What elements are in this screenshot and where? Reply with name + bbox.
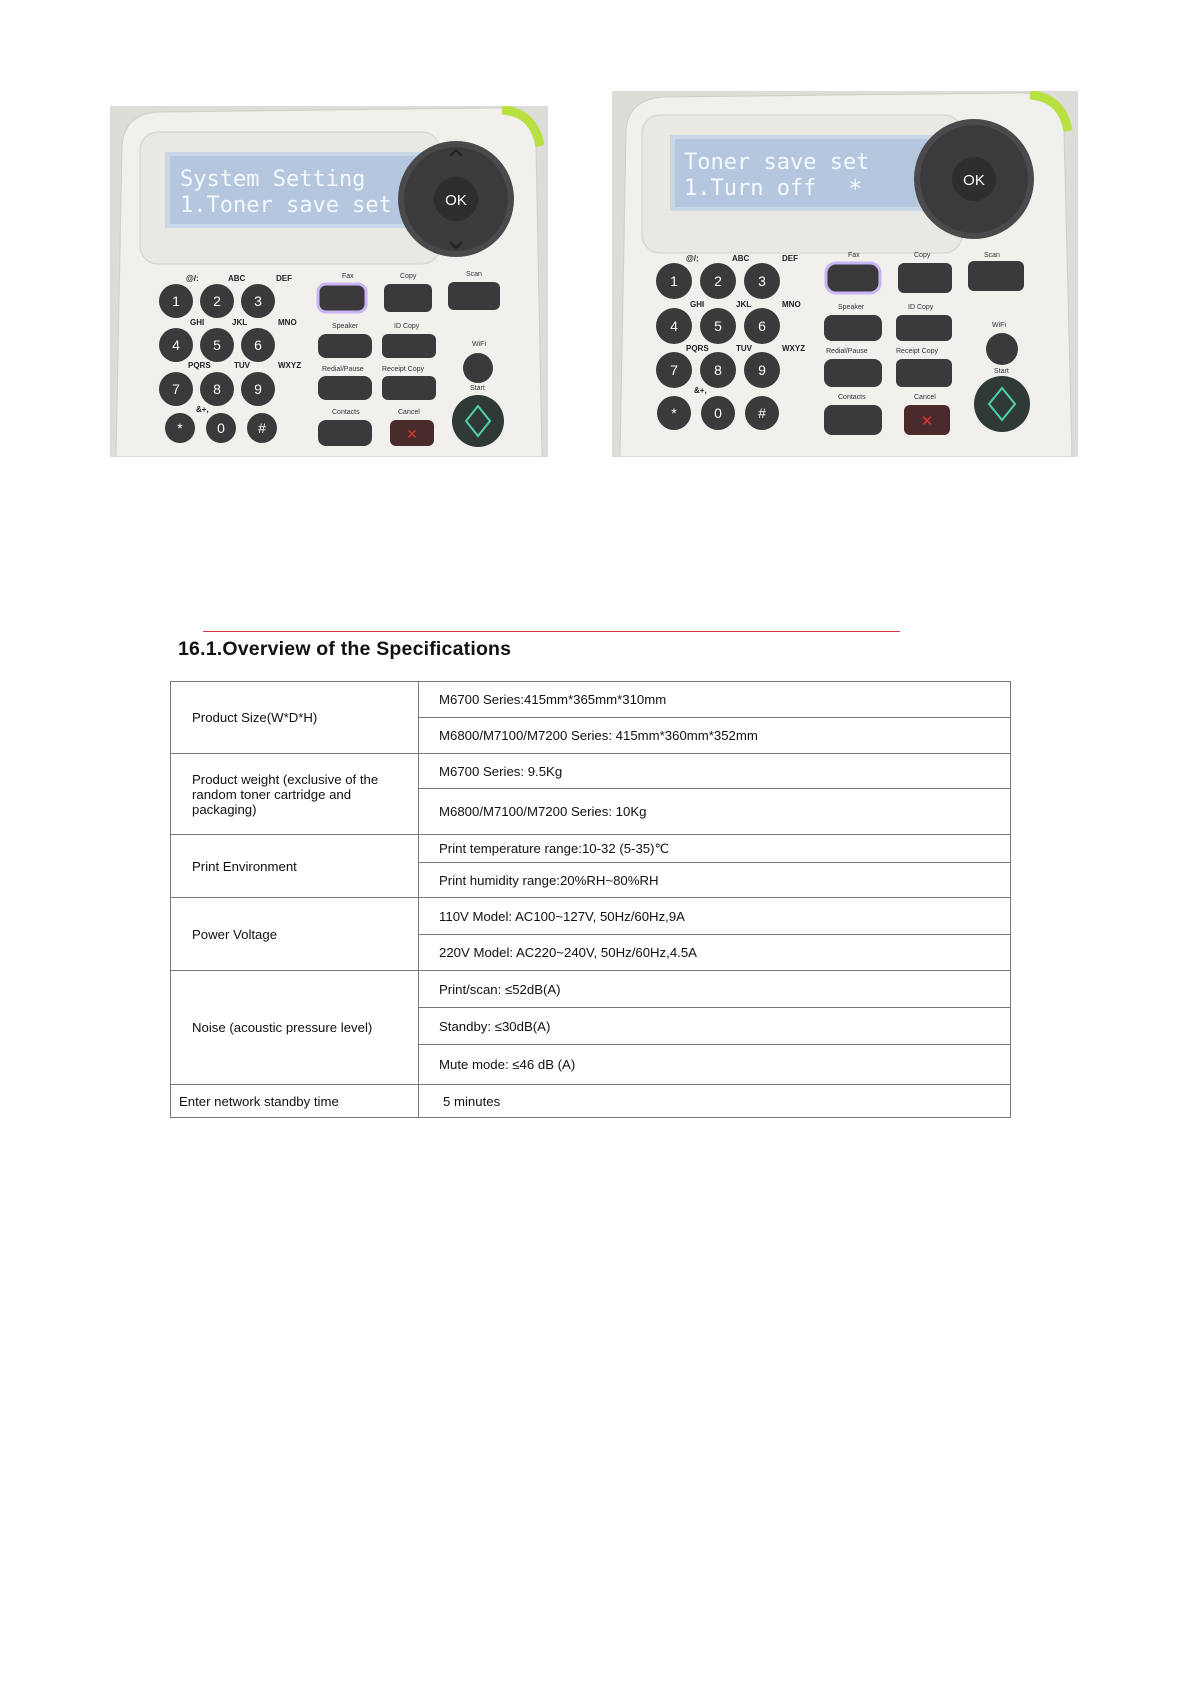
svg-text:JKL: JKL (232, 318, 248, 327)
contacts-button[interactable] (824, 405, 882, 435)
svg-text:7: 7 (172, 381, 180, 397)
svg-text:3: 3 (758, 273, 766, 289)
weight-value-2: M6800/M7100/M7200 Series: 10Kg (419, 789, 1011, 835)
ok-button[interactable]: OK (963, 172, 985, 189)
start-button[interactable] (974, 376, 1030, 432)
svg-text:MNO: MNO (278, 318, 297, 327)
svg-text:5: 5 (714, 318, 722, 334)
svg-text:✕: ✕ (406, 426, 418, 442)
environment-value-2: Print humidity range:20%RH~80%RH (419, 863, 1011, 898)
svg-text:@/:: @/: (186, 274, 199, 283)
svg-text:DEF: DEF (276, 274, 292, 283)
start-label: Start (470, 385, 485, 392)
section-title: 16.1.Overview of the Specifications (178, 638, 512, 660)
wifi-button[interactable] (463, 353, 493, 383)
contacts-label: Contacts (838, 394, 866, 401)
lcd-line-1: Toner save set (684, 150, 870, 175)
environment-label: Print Environment (171, 835, 419, 898)
fax-label: Fax (848, 252, 860, 259)
cancel-label: Cancel (398, 409, 420, 416)
power-label: Power Voltage (171, 898, 419, 971)
lcd-line-1: System Setting (180, 167, 366, 192)
svg-text:*: * (177, 420, 183, 436)
size-label: Product Size(W*D*H) (171, 682, 419, 754)
standby-label: Enter network standby time (171, 1085, 419, 1118)
svg-text:&+,: &+, (694, 386, 707, 395)
svg-text:ABC: ABC (732, 254, 750, 263)
scan-label: Scan (466, 271, 482, 278)
svg-text:TUV: TUV (736, 344, 752, 353)
svg-text:7: 7 (670, 362, 678, 378)
noise-label: Noise (acoustic pressure level) (171, 971, 419, 1085)
svg-text:WXYZ: WXYZ (782, 344, 806, 353)
specifications-table (170, 681, 1011, 1118)
table-row (171, 754, 1011, 789)
contacts-label: Contacts (332, 409, 360, 416)
svg-text:4: 4 (172, 337, 180, 353)
svg-text:1: 1 (670, 273, 678, 289)
svg-text:PQRS: PQRS (188, 361, 211, 370)
lcd-line-2: 1.Turn off (684, 176, 817, 201)
svg-text:TUV: TUV (234, 361, 250, 370)
svg-text:0: 0 (217, 420, 225, 436)
section-rule (203, 631, 900, 632)
svg-text:1: 1 (172, 293, 180, 309)
wifi-label: WiFi (472, 341, 486, 348)
svg-text:0: 0 (714, 405, 722, 421)
environment-value-1: Print temperature range:10-32 (5-35)℃ (419, 835, 1011, 863)
noise-value-3: Mute mode: ≤46 dB (A) (419, 1045, 1011, 1085)
svg-text:2: 2 (213, 293, 221, 309)
table-row (171, 971, 1011, 1008)
svg-text:2: 2 (714, 273, 722, 289)
redial-label: Redial/Pause (826, 348, 868, 355)
svg-text:DEF: DEF (782, 254, 798, 263)
svg-text:9: 9 (254, 381, 262, 397)
svg-text:WXYZ: WXYZ (278, 361, 302, 370)
weight-value-1: M6700 Series: 9.5Kg (419, 754, 1011, 789)
table-row (171, 835, 1011, 863)
copy-button[interactable] (898, 263, 952, 293)
svg-text:#: # (758, 405, 766, 421)
speaker-label: Speaker (332, 323, 359, 330)
redial-button[interactable] (318, 376, 372, 400)
table-row (171, 1085, 1011, 1118)
cancel-label: Cancel (914, 394, 936, 401)
standby-value: 5 minutes (419, 1085, 1011, 1118)
fax-button[interactable] (826, 263, 880, 293)
ok-button[interactable]: OK (445, 192, 467, 209)
svg-text:&+,: &+, (196, 405, 209, 414)
table-row (171, 898, 1011, 935)
id-copy-label: ID Copy (908, 304, 934, 311)
svg-text:*: * (671, 405, 677, 421)
size-value-2: M6800/M7100/M7200 Series: 415mm*360mm*352mm (419, 718, 1011, 754)
copy-label: Copy (914, 252, 931, 259)
fax-button[interactable] (318, 284, 366, 312)
lcd-line-2: 1.Toner save set (180, 193, 392, 218)
svg-text:8: 8 (714, 362, 722, 378)
svg-text:3: 3 (254, 293, 262, 309)
noise-value-2: Standby: ≤30dB(A) (419, 1008, 1011, 1045)
receipt-copy-label: Receipt Copy (896, 348, 939, 355)
control-panel-photo-left (110, 106, 548, 457)
scan-label: Scan (984, 252, 1000, 259)
wifi-button[interactable] (986, 333, 1018, 365)
navigation-pad[interactable] (398, 141, 514, 257)
wifi-label: WiFi (992, 322, 1006, 329)
speaker-button[interactable] (824, 315, 882, 341)
noise-value-1: Print/scan: ≤52dB(A) (419, 971, 1011, 1008)
redial-button[interactable] (824, 359, 882, 387)
control-panel-photo-right (612, 91, 1078, 457)
start-label: Start (994, 368, 1009, 375)
svg-text:8: 8 (213, 381, 221, 397)
svg-text:ABC: ABC (228, 274, 246, 283)
receipt-copy-button[interactable] (896, 359, 952, 387)
svg-text:✕: ✕ (920, 413, 934, 430)
size-value-1: M6700 Series:415mm*365mm*310mm (419, 682, 1011, 718)
scan-button[interactable] (968, 261, 1024, 291)
svg-text:GHI: GHI (690, 300, 705, 309)
receipt-copy-label: Receipt Copy (382, 366, 425, 373)
start-button[interactable] (452, 395, 504, 447)
table-row (171, 682, 1011, 718)
id-copy-button[interactable] (896, 315, 952, 341)
svg-text:6: 6 (758, 318, 766, 334)
svg-text:@/:: @/: (686, 254, 699, 263)
power-value-2: 220V Model: AC220~240V, 50Hz/60Hz,4.5A (419, 935, 1011, 971)
navigation-pad[interactable] (914, 119, 1034, 239)
svg-text:6: 6 (254, 337, 262, 353)
copy-button[interactable] (384, 284, 432, 312)
contacts-button[interactable] (318, 420, 372, 446)
speaker-label: Speaker (838, 304, 865, 311)
svg-text:GHI: GHI (190, 318, 205, 327)
speaker-button[interactable] (318, 334, 372, 358)
weight-label: Product weight (exclusive of the random toner cartridge and packaging) (171, 754, 419, 835)
id-copy-button[interactable] (382, 334, 436, 358)
copy-label: Copy (400, 273, 417, 280)
lcd-selected-mark: * (848, 175, 863, 203)
id-copy-label: ID Copy (394, 323, 420, 330)
svg-text:MNO: MNO (782, 300, 801, 309)
redial-label: Redial/Pause (322, 366, 364, 373)
svg-text:#: # (258, 420, 266, 436)
svg-text:4: 4 (670, 318, 678, 334)
svg-text:5: 5 (213, 337, 221, 353)
receipt-copy-button[interactable] (382, 376, 436, 400)
svg-text:JKL: JKL (736, 300, 752, 309)
fax-label: Fax (342, 273, 354, 280)
power-value-1: 110V Model: AC100~127V, 50Hz/60Hz,9A (419, 898, 1011, 935)
svg-text:PQRS: PQRS (686, 344, 709, 353)
scan-button[interactable] (448, 282, 500, 310)
svg-text:9: 9 (758, 362, 766, 378)
